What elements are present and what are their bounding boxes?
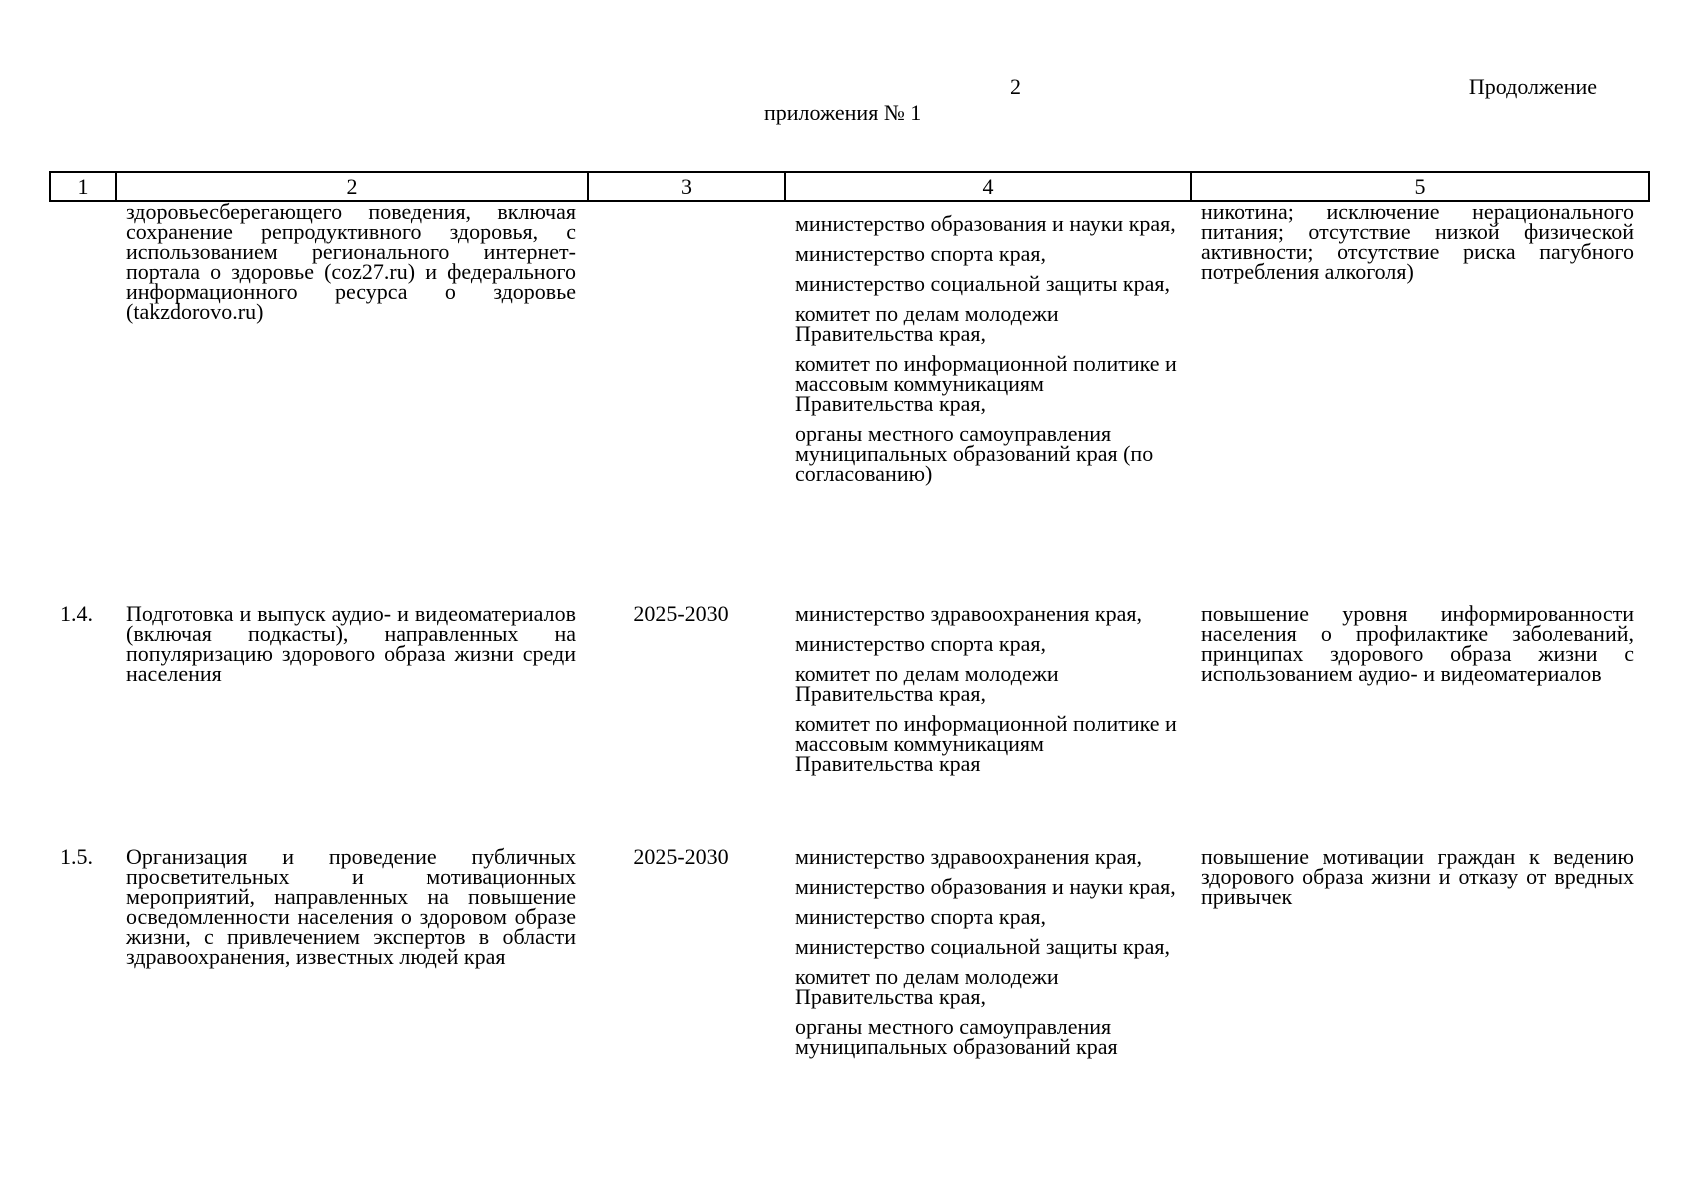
row-period: 2025-2030 (633, 601, 729, 626)
row-result: никотина; исключение нерационального питания; отсутствие низкой физической активности; отсутствие риска пагубного потребления алкоголя) (1201, 199, 1634, 284)
row-period: 2025-2030 (633, 844, 729, 869)
continuation-line-2: приложения № 1 (764, 100, 922, 125)
column-header-2: 2 (116, 172, 588, 201)
executor-item: министерство социальной защиты края, (795, 934, 1170, 959)
executor-item: министерство спорта края, (795, 631, 1046, 656)
executor-item: комитет по информационной политике и массовым коммуникациям Правительства края (795, 711, 1177, 776)
executor-item: министерство спорта края, (795, 241, 1046, 266)
continuation-note (764, 74, 1597, 126)
column-header-row (50, 172, 1649, 201)
executor-item: министерство образования и науки края, (795, 211, 1176, 236)
executor-item: министерство здравоохранения края, (795, 601, 1142, 626)
executor-item: министерство спорта края, (795, 904, 1046, 929)
executor-item: органы местного самоуправления муниципальных образований края (по согласованию) (795, 421, 1154, 486)
executor-item: органы местного самоуправления муниципальных образований края (795, 1014, 1118, 1059)
row-description: Организация и проведение публичных просветительных и мотивационных мероприятий, направленных на повышение осведомленности населения о здоровом образе жизни, с привлечением экспертов в области здравоохранения, известных людей края (126, 844, 576, 969)
executor-item: министерство здравоохранения края, (795, 844, 1142, 869)
executor-item: министерство образования и науки края, (795, 874, 1176, 899)
row-result: повышение мотивации граждан к ведению здорового образа жизни и отказу от вредных привычек (1201, 844, 1634, 909)
row-executors (795, 844, 1185, 1067)
row-description: здоровьесберегающего поведения, включая сохранение репродуктивного здоровья, с использованием регионального интернет-портала о здоровье (coz27.ru) и федерального информационного ресурса о здоровье (takzdorovo.ru) (126, 199, 576, 324)
column-header-4: 4 (785, 172, 1191, 201)
executor-item: комитет по делам молодежи Правительства края, (795, 301, 1059, 346)
continuation-line-1: Продолжение (1468, 74, 1597, 99)
executor-item: министерство социальной защиты края, (795, 271, 1170, 296)
executor-item: комитет по информационной политике и массовым коммуникациям Правительства края, (795, 351, 1177, 416)
page-number: 2 (1010, 74, 1021, 99)
column-header-5: 5 (1191, 172, 1649, 201)
row-executors (795, 601, 1185, 784)
row-number: 1.5. (60, 844, 93, 869)
row-result: повышение уровня информированности населения о профилактике заболеваний, принципах здорового образа жизни с использованием аудио- и видеоматериалов (1201, 601, 1634, 686)
row-executors (795, 211, 1185, 494)
executor-item: комитет по делам молодежи Правительства края, (795, 661, 1059, 706)
executor-item: комитет по делам молодежи Правительства края, (795, 964, 1059, 1009)
column-header-table (49, 171, 1650, 202)
row-description: Подготовка и выпуск аудио- и видеоматериалов (включая подкасты), направленных на популяризацию здорового образа жизни среди населения (126, 601, 576, 686)
column-header-3: 3 (588, 172, 785, 201)
column-header-1: 1 (50, 172, 116, 201)
row-number: 1.4. (60, 601, 93, 626)
